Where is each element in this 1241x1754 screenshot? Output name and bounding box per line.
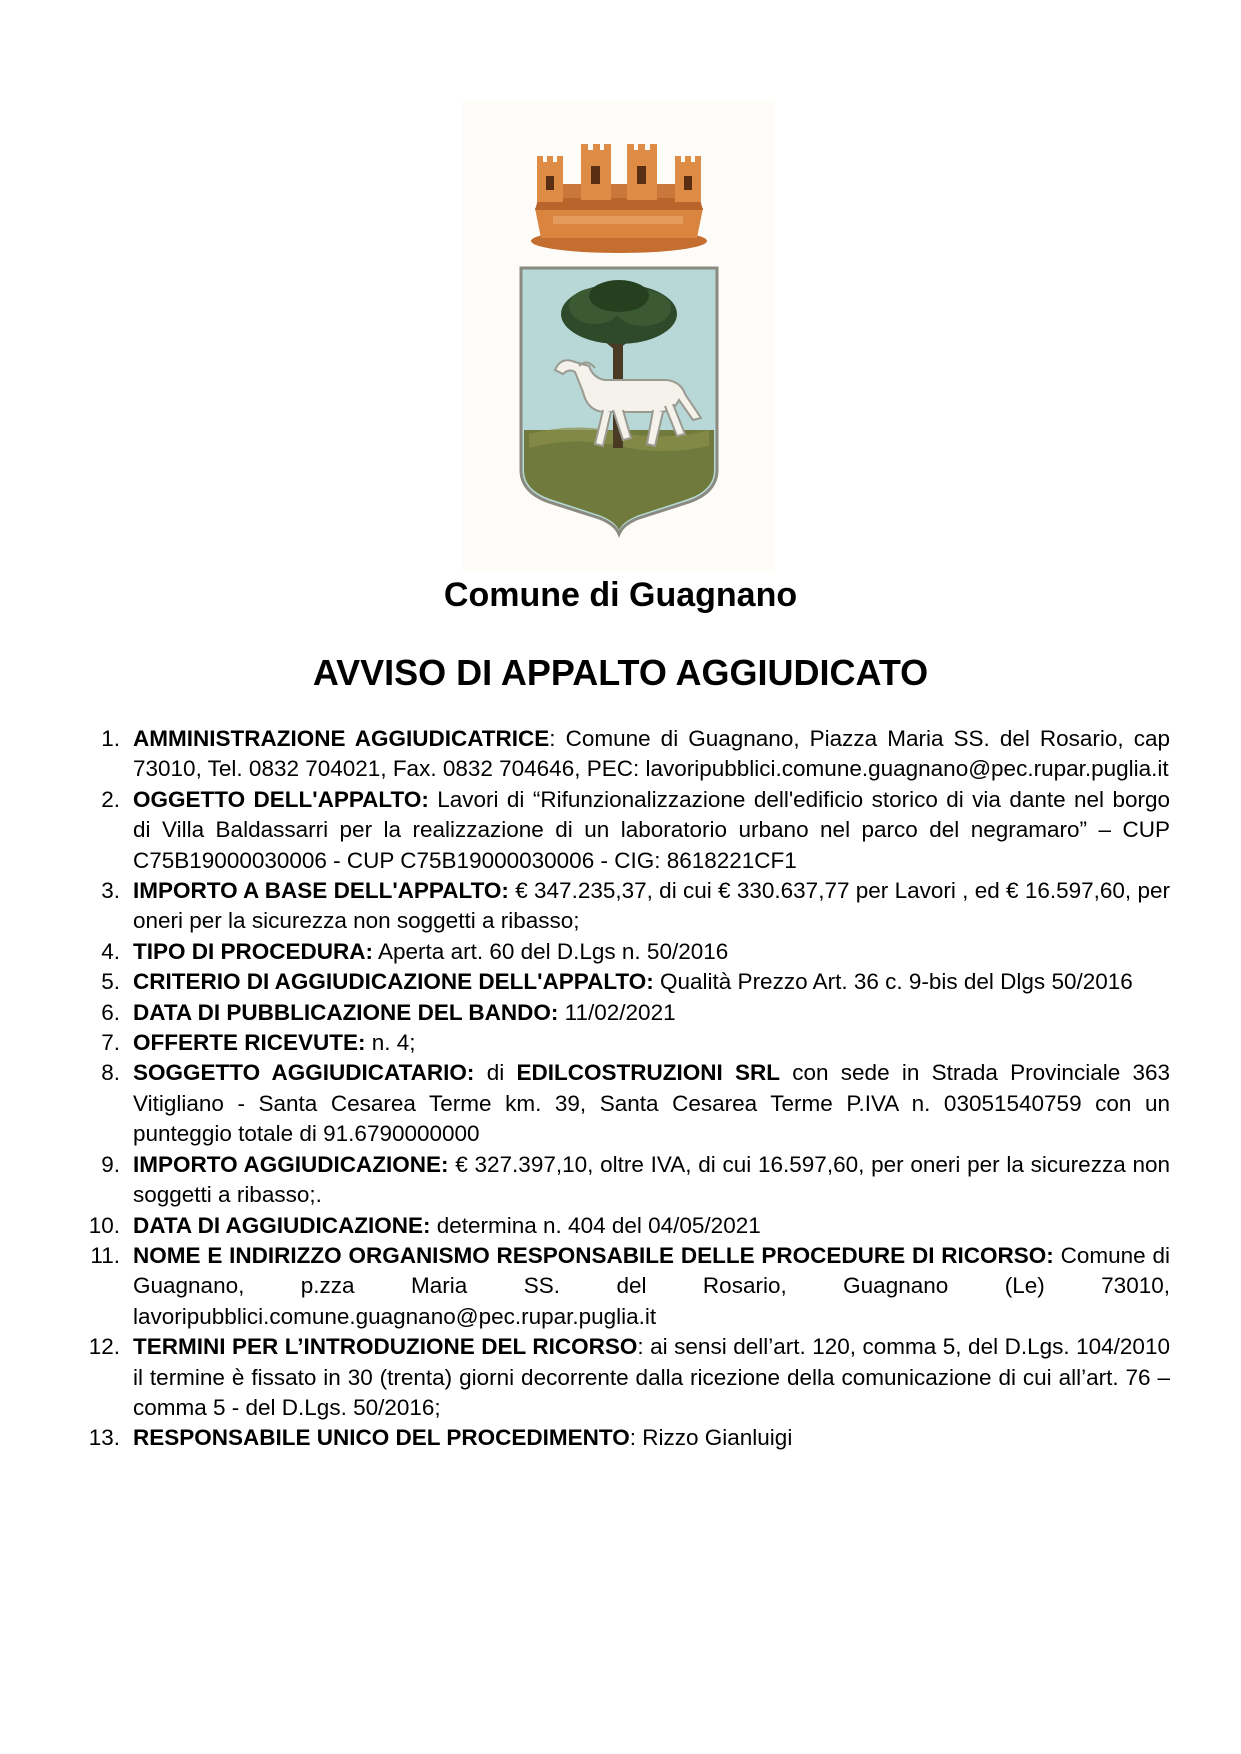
list-item xyxy=(80,876,1170,937)
list-item xyxy=(80,1241,1170,1332)
list-item xyxy=(80,1332,1170,1423)
item-number: 11. xyxy=(90,1242,120,1268)
item-label: NOME E INDIRIZZO ORGANISMO RESPONSABILE DELLE PROCEDURE DI RICORSO: xyxy=(133,1242,1054,1268)
list-item xyxy=(80,1423,1170,1453)
list-item xyxy=(80,1150,1170,1211)
item-body xyxy=(133,1332,1170,1423)
item-separator: : xyxy=(637,1334,644,1360)
item-label: IMPORTO A BASE DELL'APPALTO: xyxy=(133,878,509,904)
item-text: n. 4; xyxy=(365,1030,416,1056)
item-body xyxy=(133,967,1170,997)
item-label: SOGGETTO AGGIUDICATARIO: xyxy=(133,1060,475,1086)
list-item xyxy=(80,1058,1170,1149)
item-number: 5. xyxy=(101,969,120,995)
item-text: di xyxy=(474,1060,517,1086)
municipality-name: Comune di Guagnano xyxy=(443,576,798,614)
item-text: determina n. 404 del 04/05/2021 xyxy=(430,1212,761,1238)
item-label: AMMINISTRAZIONE AGGIUDICATRICE xyxy=(133,726,550,751)
coat-of-arms-svg xyxy=(463,100,775,572)
item-text: Comune di Guagnano, Piazza Maria SS. del Rosario, cap 73010, Tel. 0832 704021, Fax. 0832 704646, PEC: lavoripubblici.comune.guagnano@pec.rupar.puglia.it xyxy=(133,726,1170,782)
item-body xyxy=(133,1028,1170,1058)
item-text: € 327.397,10, oltre IVA, di cui 16.597,60, per oneri per la sicurezza non soggetti a ribasso;. xyxy=(133,1151,1170,1208)
item-text: ai sensi dell’art. 120, comma 5, del D.Lgs. 104/2010 il termine è fissato in 30 (trenta) giorni decorrente dalla ricezione della comunicazione di cui all’art. 76 – comma 5 - del D.Lgs. 50/2016; xyxy=(133,1334,1170,1420)
item-body xyxy=(133,998,1170,1028)
item-label: TERMINI PER L’INTRODUZIONE DEL RICORSO xyxy=(133,1334,638,1360)
item-label: IMPORTO AGGIUDICAZIONE: xyxy=(133,1151,449,1177)
item-text: con sede in Strada Provinciale 363 Vitigliano - Santa Cesarea Terme km. 39, Santa Cesarea Terme P.IVA n. 03051540759 con un punteggio totale di 91.6790000000 xyxy=(133,1060,1171,1147)
item-label: OGGETTO DELL'APPALTO: xyxy=(133,786,429,812)
item-separator: : xyxy=(629,1425,636,1451)
item-number: 4. xyxy=(101,938,120,964)
shield-icon xyxy=(521,268,717,534)
item-number: 3. xyxy=(101,878,120,904)
item-number: 12. xyxy=(88,1334,120,1360)
coat-of-arms-image xyxy=(463,100,775,572)
item-text: Qualità Prezzo Art. 36 c. 9-bis del Dlgs 50/2016 xyxy=(653,969,1133,995)
item-body xyxy=(133,1150,1170,1211)
item-body xyxy=(133,937,1170,967)
item-text: Comune di Guagnano, p.zza Maria SS. del Rosario, Guagnano (Le) 73010, lavoripubblici.comune.guagnano@pec.rupar.puglia.it xyxy=(133,1242,1170,1329)
item-body xyxy=(133,1058,1170,1149)
list-item xyxy=(80,785,1170,876)
item-label: OFFERTE RICEVUTE: xyxy=(133,1030,366,1056)
item-body xyxy=(133,724,1170,785)
list-item xyxy=(80,724,1170,785)
item-text: € 347.235,37, di cui € 330.637,77 per Lavori , ed € 16.597,60, per oneri per la sicurezza non soggetti a ribasso; xyxy=(133,878,1171,934)
list-item xyxy=(80,937,1170,967)
item-text: 11/02/2021 xyxy=(558,999,676,1025)
item-body xyxy=(133,785,1170,876)
list-item xyxy=(80,1028,1170,1058)
item-body xyxy=(133,1211,1170,1241)
item-number: 1. xyxy=(101,726,120,751)
list-item xyxy=(80,998,1170,1028)
winner-name: EDILCOSTRUZIONI SRL xyxy=(516,1060,780,1086)
item-number: 2. xyxy=(101,786,120,812)
item-text: Aperta art. 60 del D.Lgs n. 50/2016 xyxy=(373,938,729,964)
item-number: 13. xyxy=(88,1425,120,1451)
item-number: 8. xyxy=(101,1060,120,1086)
item-label: TIPO DI PROCEDURA: xyxy=(133,938,374,964)
item-text: Rizzo Gianluigi xyxy=(636,1425,793,1451)
item-label: DATA DI PUBBLICAZIONE DEL BANDO: xyxy=(133,999,559,1025)
item-number: 9. xyxy=(101,1151,120,1177)
list-item xyxy=(80,1211,1170,1241)
item-number: 10. xyxy=(88,1212,120,1238)
item-number: 6. xyxy=(101,999,120,1025)
item-label: DATA DI AGGIUDICAZIONE: xyxy=(133,1212,431,1238)
item-number: 7. xyxy=(101,1030,120,1056)
item-label: CRITERIO DI AGGIUDICAZIONE DELL'APPALTO: xyxy=(133,969,654,995)
item-body xyxy=(133,1241,1170,1332)
item-label: RESPONSABILE UNICO DEL PROCEDIMENTO xyxy=(133,1425,630,1451)
crown-icon xyxy=(531,144,707,253)
notice-items-list xyxy=(80,724,1170,1454)
notice-title: AVVISO DI APPALTO AGGIUDICATO xyxy=(312,652,929,693)
list-item xyxy=(80,967,1170,997)
item-text: Lavori di “Rifunzionalizzazione dell'edificio storico di via dante nel borgo di Villa Baldassarri per la realizzazione di un laboratorio urbano nel parco del negramaro” – CUP C75B19000030006 - CUP C75B19000030006 - CIG: 8618221CF1 xyxy=(133,786,1170,873)
item-separator: : xyxy=(549,726,556,751)
item-body xyxy=(133,876,1170,937)
item-body xyxy=(133,1423,1170,1453)
